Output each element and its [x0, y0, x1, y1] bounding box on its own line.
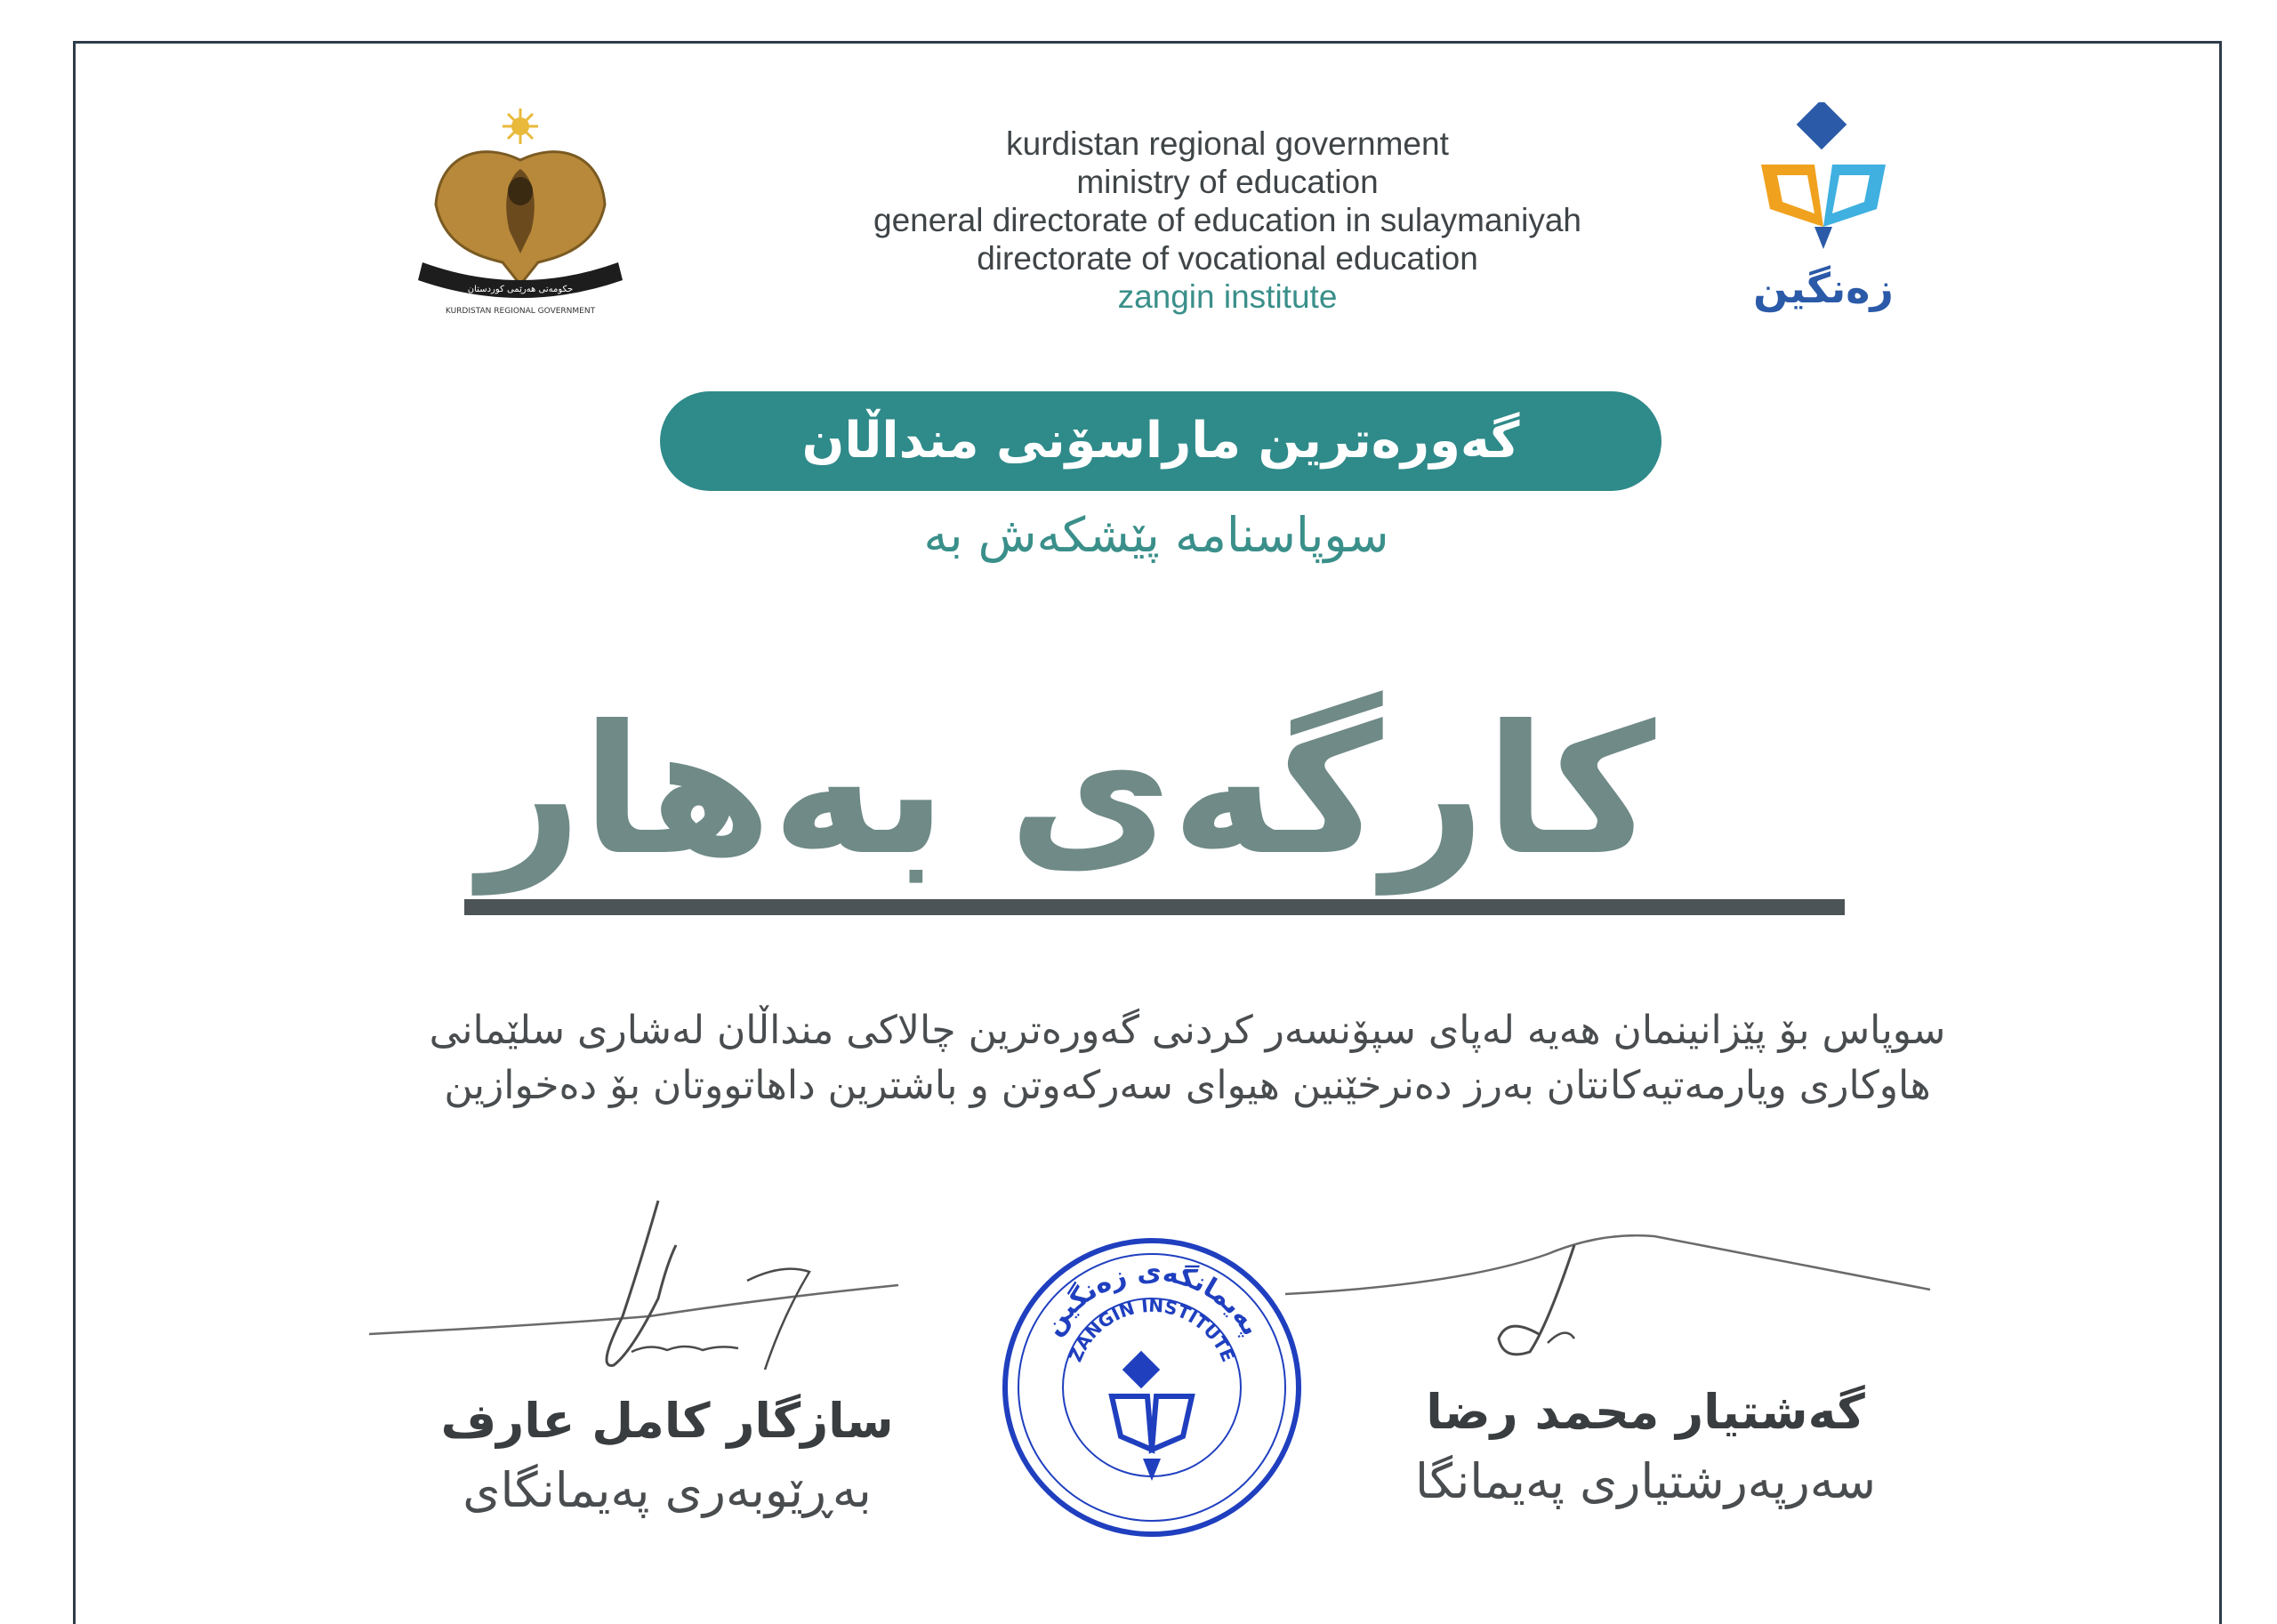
left-signatory-name: سازگار کامل عارف [440, 1393, 894, 1449]
right-signatory-name: گەشتیار محمد رضا [1426, 1384, 1865, 1440]
stamp-text-top: پەیمانگەی زەنگین [1037, 1256, 1267, 1341]
left-signatory [418, 1387, 916, 1526]
divider-line [464, 899, 1845, 915]
zangin-book-logo-icon [1752, 102, 1895, 320]
krg-emblem-text: حکومەتی هەرێمی کوردستان [467, 285, 574, 294]
right-signatory [1334, 1379, 1957, 1517]
right-signatory-title: سەرپەرشتیاری پەیمانگا [1414, 1453, 1877, 1509]
message-line-2: هاوکاری ویارمەتیەکانتان بەرز دەنرخێنین هیوای سەرکەوتن و باشترین داهاتووتان بۆ دەخوازین [444, 1063, 1931, 1108]
header-line-directorate: general directorate of education in sulaymaniyah [873, 202, 1581, 238]
krg-emblem-text-latin: KURDISTAN REGIONAL GOVERNMENT [445, 307, 596, 316]
recipient-name: کارگەی بەهار [479, 687, 1656, 895]
thank-you-message [320, 1003, 2055, 1113]
right-handwritten-signature [1281, 1218, 1939, 1370]
zangin-logo-text: زەنگین [1753, 264, 1894, 312]
institution-header [676, 125, 1779, 316]
stamp-text-latin: ZANGIN INSTITUTE [1064, 1294, 1240, 1365]
institute-stamp-icon [996, 1232, 1307, 1543]
header-line-institute: zangin institute [1117, 278, 1338, 315]
header-line-krg: kurdistan regional government [1006, 125, 1449, 162]
header-line-ministry: ministry of education [1076, 164, 1379, 200]
header-line-vocational: directorate of vocational education [977, 240, 1478, 277]
message-line-1: سوپاس بۆ پێزانینمان هەیە لەپای سپۆنسەر کردنی گەورەترین چالاکی منداڵان لەشاری سلێمانی [429, 1008, 1946, 1053]
event-title-banner: گەورەترین ماراسۆنی منداڵان [660, 391, 1661, 491]
presented-to-label: سوپاسنامە پێشکەش بە [923, 507, 1389, 563]
left-handwritten-signature [365, 1192, 916, 1387]
krg-eagle-emblem-icon [405, 107, 636, 320]
left-signatory-title: بەڕێوبەری پەیمانگای [463, 1462, 872, 1518]
